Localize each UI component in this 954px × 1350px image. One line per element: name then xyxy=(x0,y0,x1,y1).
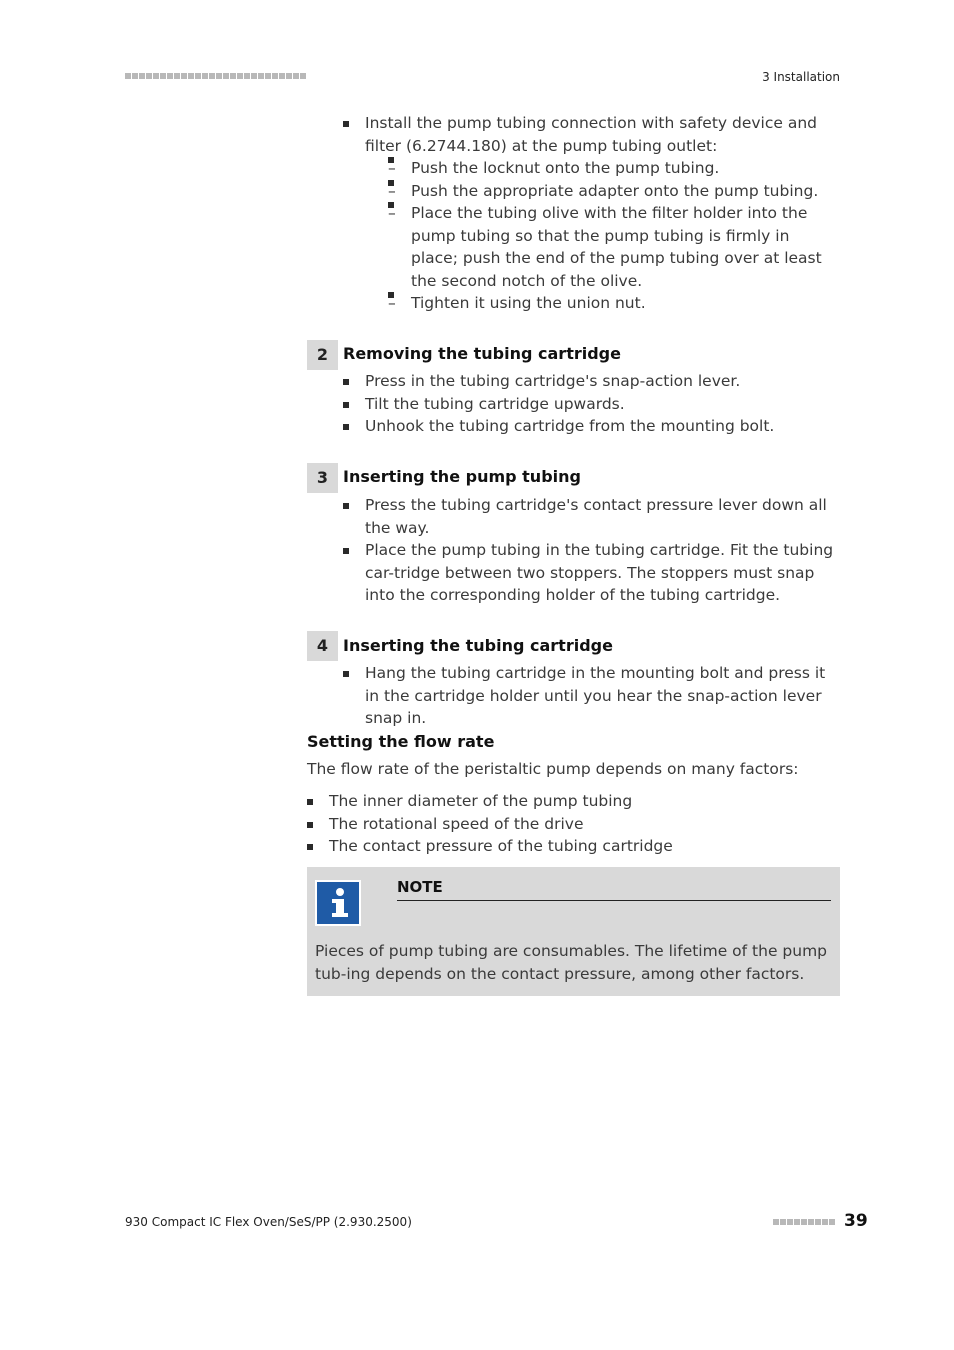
sub-item: – Push the appropriate adapter onto the pump tubing. xyxy=(411,180,840,203)
flow-rate-factors xyxy=(329,790,840,858)
note-divider xyxy=(397,900,831,901)
list-item: Press in the tubing cartridge's snap-action lever. xyxy=(365,370,840,393)
step-title-4: Inserting the tubing cartridge xyxy=(343,636,613,655)
flow-rate-intro: The flow rate of the peristaltic pump depends on many factors: xyxy=(307,760,799,778)
list-item: The contact pressure of the tubing cartridge xyxy=(329,835,840,858)
intro-bullet-text: Install the pump tubing connection with safety device and filter (6.2744.180) at the pump tubing outlet: xyxy=(365,114,817,155)
intro-bullet-list xyxy=(365,112,840,315)
step-title-3: Inserting the pump tubing xyxy=(343,467,581,486)
section-header: 3 Installation xyxy=(762,70,840,84)
list-item: The rotational speed of the drive xyxy=(329,813,840,836)
intro-bullet xyxy=(365,112,840,315)
flow-rate-heading: Setting the flow rate xyxy=(307,732,495,751)
step-title-2: Removing the tubing cartridge xyxy=(343,344,621,363)
step-number-4: 4 xyxy=(307,631,338,661)
list-item: Hang the tubing cartridge in the mounting bolt and press it in the cartridge holder until you hear the snap-action lever snap in. xyxy=(365,662,840,730)
header-decoration xyxy=(125,73,306,79)
step-4-bullets xyxy=(365,662,840,730)
sub-item-list xyxy=(411,157,840,315)
step-number-3: 3 xyxy=(307,463,338,493)
intro-bullet-block xyxy=(365,112,840,315)
info-icon xyxy=(315,880,361,926)
sub-item: – Push the locknut onto the pump tubing. xyxy=(411,157,840,180)
list-item: Place the pump tubing in the tubing cartridge. Fit the tubing car-tridge between two stoppers. The stoppers must snap into the corresponding holder of the tubing cartridge. xyxy=(365,539,837,607)
list-item: The inner diameter of the pump tubing xyxy=(329,790,840,813)
list-item: Tilt the tubing cartridge upwards. xyxy=(365,393,840,416)
step-3-bullets xyxy=(365,494,837,607)
step-2-bullets xyxy=(365,370,840,438)
footer-decoration xyxy=(773,1219,835,1225)
list-item: Press the tubing cartridge's contact pressure lever down all the way. xyxy=(365,494,837,539)
step-number-2: 2 xyxy=(307,340,338,370)
page-number: 39 xyxy=(844,1211,868,1231)
sub-item: – Place the tubing olive with the filter holder into the pump tubing so that the pump tubing is firmly in place; push the end of the pump tubing over at least the second notch of the olive. xyxy=(411,202,840,292)
note-title: NOTE xyxy=(397,878,443,896)
list-item: Unhook the tubing cartridge from the mounting bolt. xyxy=(365,415,840,438)
sub-item: – Tighten it using the union nut. xyxy=(411,292,840,315)
note-text: Pieces of pump tubing are consumables. The lifetime of the pump tub-ing depends on the contact pressure, among other factors. xyxy=(315,942,828,983)
footer-product: 930 Compact IC Flex Oven/SeS/PP (2.930.2500) xyxy=(125,1215,412,1229)
